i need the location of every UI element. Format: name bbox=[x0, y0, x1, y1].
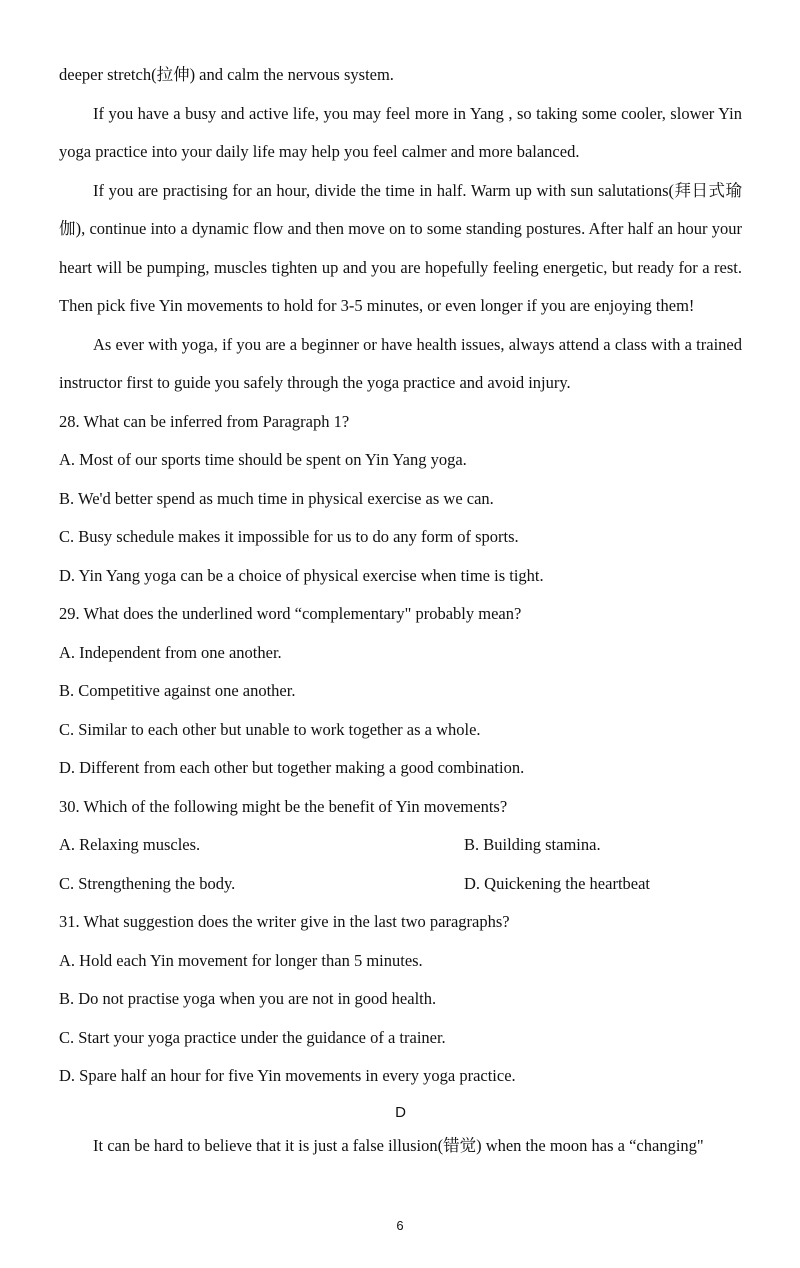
option-b: B. Do not practise yoga when you are not in good health. bbox=[59, 989, 437, 1008]
option-d: D. Quickening the heartbeat bbox=[464, 873, 651, 893]
option-c: C. Similar to each other but unable to work together as a whole. bbox=[59, 719, 481, 739]
option-a: A. Independent from one another. bbox=[59, 642, 282, 662]
option-b: B. Competitive against one another. bbox=[59, 681, 296, 700]
option-d: D. Different from each other but together making a good combination. bbox=[59, 758, 525, 777]
option-a: A. Hold each Yin movement for longer than 5 minutes. bbox=[59, 950, 423, 970]
question-30 bbox=[59, 788, 742, 904]
question-29 bbox=[59, 595, 742, 788]
passage-paragraph: If you have a busy and active life, you may feel more in Yang , so taking some cooler, slower Yin yoga practice into your daily life may help you feel calmer and more balanced. bbox=[59, 103, 742, 161]
question-stem: 31. What suggestion does the writer give in the last two paragraphs? bbox=[59, 912, 510, 931]
question-28 bbox=[59, 403, 742, 596]
option-c: C. Busy schedule makes it impossible for us to do any form of sports. bbox=[59, 527, 519, 546]
option-d: D. Spare half an hour for five Yin movements in every yoga practice. bbox=[59, 1066, 516, 1085]
page-number: 6 bbox=[396, 1218, 404, 1233]
section-heading: D bbox=[395, 1103, 406, 1121]
question-31 bbox=[59, 903, 742, 1096]
option-d: D. Yin Yang yoga can be a choice of physical exercise when time is tight. bbox=[59, 565, 544, 585]
option-b: B. Building stamina. bbox=[464, 835, 601, 854]
question-stem: 28. What can be inferred from Paragraph 1? bbox=[59, 411, 350, 431]
option-a: A. Relaxing muscles. bbox=[59, 835, 201, 854]
passage-paragraph: If you are practising for an hour, divide the time in half. Warm up with sun salutations(拜日式瑜伽), continue into a dynamic flow and then move on to some standing postures. After half an hour your heart will be pumping, muscles tighten up and you are hopefully feeling energetic, but ready for a rest. Then pick five Yin movements to hold for 3-5 minutes, or even longer if you are enjoying them! bbox=[59, 180, 742, 315]
passage-paragraph-continued: deeper stretch(拉伸) and calm the nervous system. bbox=[59, 65, 394, 84]
option-b: B. We'd better spend as much time in physical exercise as we can. bbox=[59, 488, 494, 508]
option-c: C. Start your yoga practice under the guidance of a trainer. bbox=[59, 1027, 446, 1047]
document-content bbox=[59, 56, 742, 1162]
passage-paragraph: It can be hard to believe that it is just a false illusion(错觉) when the moon has a “changing" bbox=[93, 1135, 704, 1155]
question-stem: 29. What does the underlined word “complementary" probably mean? bbox=[59, 604, 522, 623]
option-c: C. Strengthening the body. bbox=[59, 873, 236, 893]
option-row bbox=[59, 826, 742, 865]
option-a: A. Most of our sports time should be spent on Yin Yang yoga. bbox=[59, 450, 467, 469]
question-stem: 30. Which of the following might be the benefit of Yin movements? bbox=[59, 796, 508, 816]
passage-paragraph: As ever with yoga, if you are a beginner or have health issues, always attend a class with a trained instructor first to guide you safely through the yoga practice and avoid injury. bbox=[59, 334, 742, 392]
option-row bbox=[59, 865, 742, 904]
